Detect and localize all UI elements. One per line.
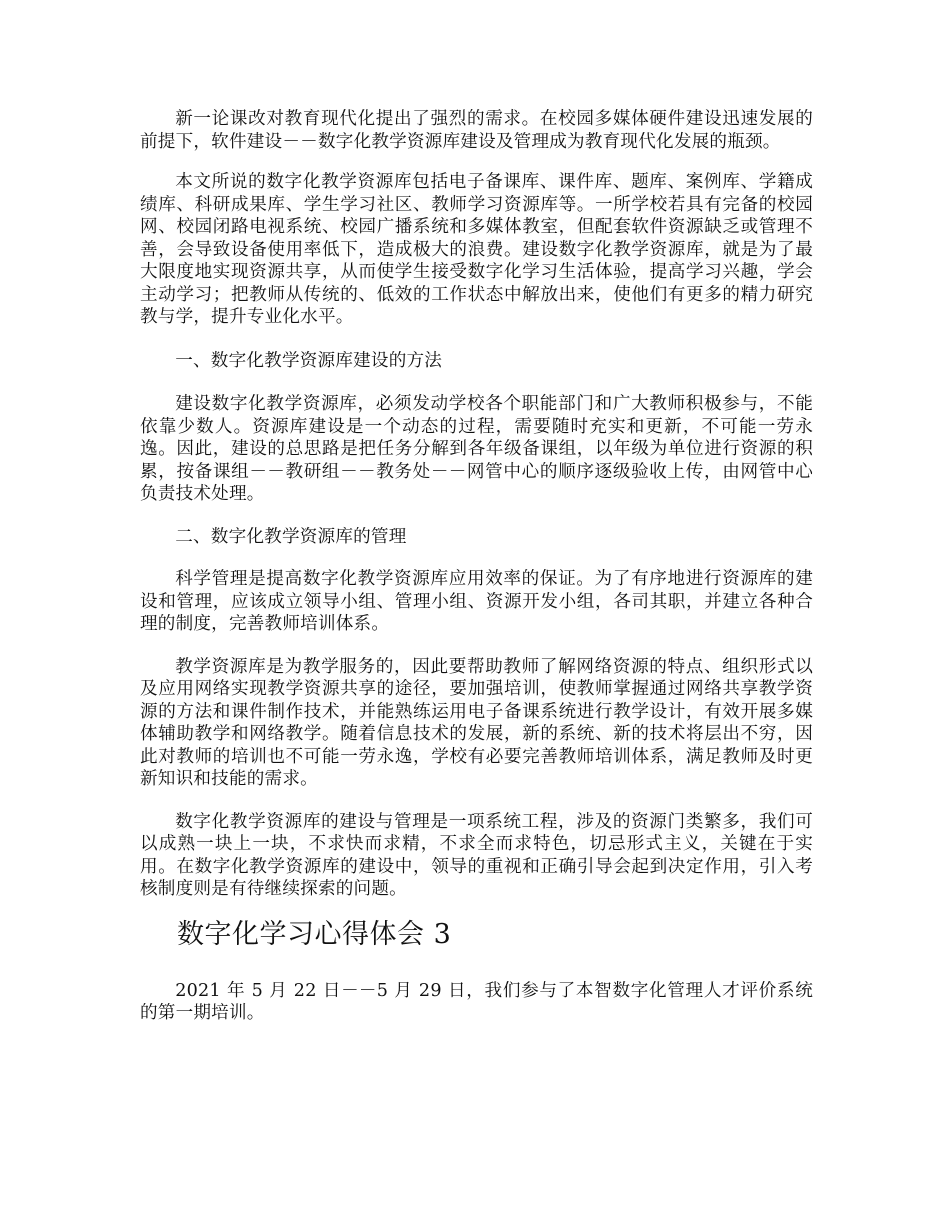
document-body [140,108,813,1025]
article-heading: 数字化学习心得体会 3 [177,918,452,950]
paragraph-intro: 新一论课改对教育现代化提出了强烈的需求。在校园多媒体硬件建设迅速发展的前提下，软件建设－－数字化教学资源库建设及管理成为教育现代化发展的瓶颈。 [140,109,813,152]
paragraph-training: 教学资源库是为教学服务的，因此要帮助教师了解网络资源的特点、组织形式以及应用网络实现教学资源共享的途径，要加强培训，使教师掌握通过网络共享教学资源的方法和课件制作技术，并能熟练运用电子备课系统进行教学设计，有效开展多媒体辅助教学和网络教学。随着信息技术的发展，新的系统、新的技术将层出不穷，因此对教师的培训也不可能一劳永逸，学校有必要完善教师培训体系，满足教师及时更新知识和技能的需求。 [140,656,813,789]
section-heading-methods: 一、数字化教学资源库建设的方法 [175,350,443,371]
paragraph-methods: 建设数字化教学资源库，必须发动学校各个职能部门和广大教师积极参与，不能依靠少数人。资源库建设是一个动态的过程，需要随时充实和更新，不可能一劳永逸。因此，建设的总思路是把任务分解到各年级备课组，以年级为单位进行资源的积累，按备课组－－教研组－－教务处－－网管中心的顺序逐级验收上传，由网管中心负责技术处理。 [140,394,813,504]
paragraph-management: 科学管理是提高数字化教学资源库应用效率的保证。为了有序地进行资源库的建设和管理，应该成立领导小组、管理小组、资源开发小组，各司其职，并建立各种合理的制度，完善教师培训体系。 [140,569,813,634]
paragraph-training-dates: 2021 年 5 月 22 日－－5 月 29 日，我们参与了本智数字化管理人才评价系统的第一期培训。 [140,980,813,1023]
section-heading-management: 二、数字化教学资源库的管理 [175,526,407,547]
paragraph-conclusion: 数字化教学资源库的建设与管理是一项系统工程，涉及的资源门类繁多，我们可以成熟一块上一块，不求快而求精，不求全而求特色，切忌形式主义，关键在于实用。在数字化教学资源库的建设中，领导的重视和正确引导会起到决定作用，引入考核制度则是有待继续探索的问题。 [140,811,813,899]
paragraph-resource-definition: 本文所说的数字化教学资源库包括电子备课库、课件库、题库、案例库、学籍成绩库、科研成果库、学生学习社区、教师学习资源库等。一所学校若具有完备的校园网、校园闭路电视系统、校园广播系统和多媒体教室，但配套软件资源缺乏或管理不善，会导致设备使用率低下，造成极大的浪费。建设数字化教学资源库，就是为了最大限度地实现资源共享，从而使学生接受数字化学习生活体验，提高学习兴趣，学会主动学习；把教师从传统的、低效的工作状态中解放出来，使他们有更多的精力研究教与学，提升专业化水平。 [140,172,813,327]
